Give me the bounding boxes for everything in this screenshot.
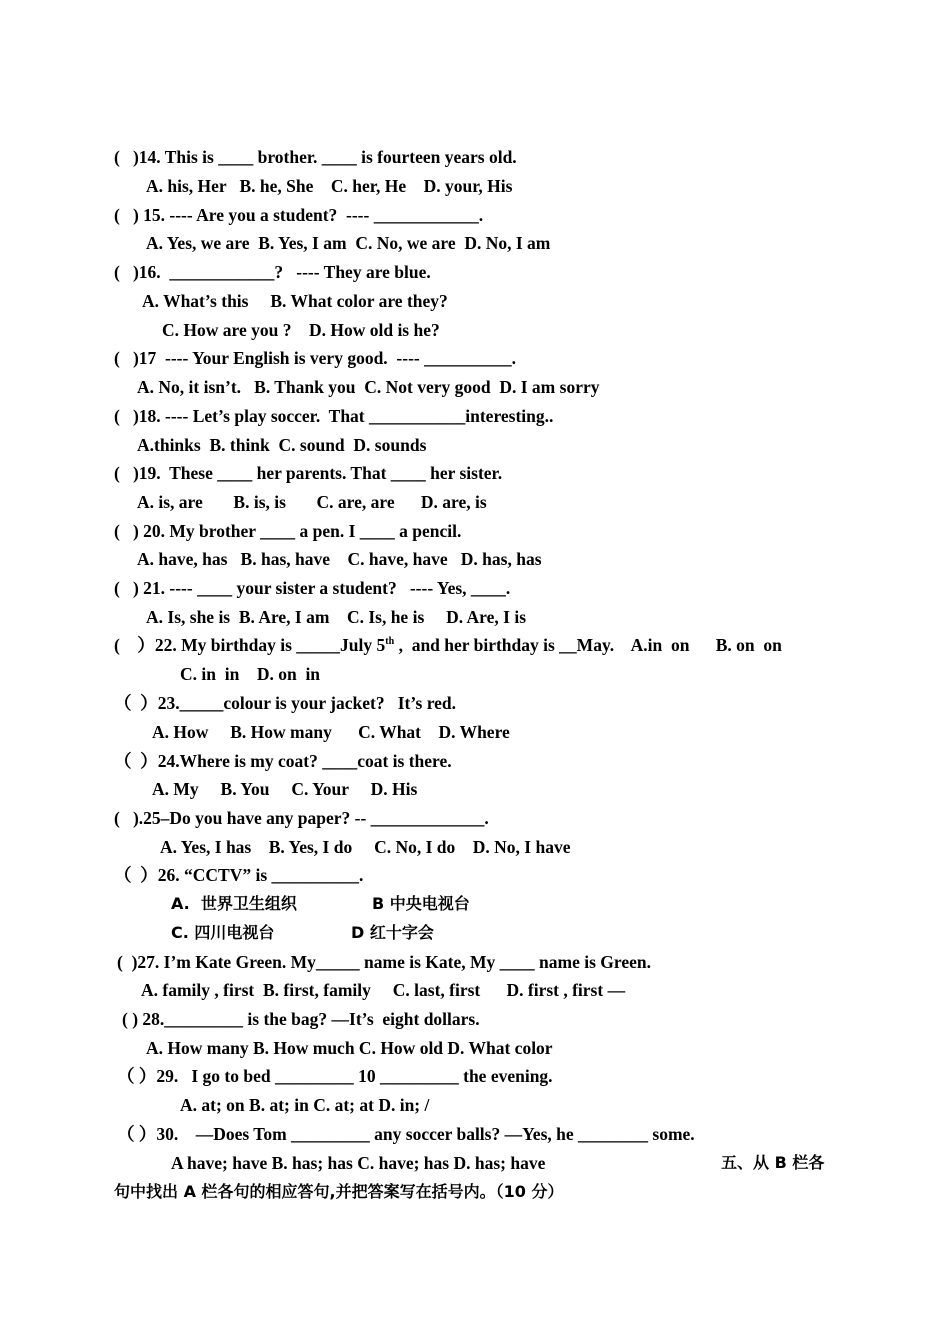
options-19: A. is, are B. is, is C. are, are D. are, is — [137, 492, 487, 512]
options-22: C. in in D. on in — [180, 664, 321, 684]
question-17: ( )17 ---- Your English is very good. ---- __________. — [114, 348, 516, 368]
options-15: A. Yes, we are B. Yes, I am C. No, we are D. No, I am — [146, 233, 551, 253]
options-21: A. Is, she is B. Are, I am C. Is, he is D. Are, I is — [146, 607, 527, 627]
question-22 — [114, 634, 782, 656]
option-26-a: A. 世界卫生组织 — [171, 894, 297, 913]
ordinal-suffix: th — [385, 636, 395, 648]
question-22-rest: , and her birthday is __May. A.in on B. on on — [394, 635, 782, 655]
question-22-text: ( ）22. My birthday is _____July 5 — [114, 635, 386, 655]
options-16-b: C. How are you ? D. How old is he? — [162, 320, 440, 340]
question-16: ( )16. ____________? ---- They are blue. — [114, 262, 431, 282]
question-18: ( )18. ---- Let’s play soccer. That ___________interesting.. — [114, 406, 554, 426]
option-26-c: C. 四川电视台 — [171, 923, 275, 942]
options-29: A. at; on B. at; in C. at; at D. in; / — [180, 1095, 430, 1115]
options-17: A. No, it isn’t. B. Thank you C. Not very good D. I am sorry — [137, 377, 600, 397]
question-25: ( ).25–Do you have any paper? -- _____________. — [114, 808, 489, 828]
options-25: A. Yes, I has B. Yes, I do C. No, I do D. No, I have — [160, 837, 571, 857]
options-23: A. How B. How many C. What D. Where — [152, 722, 510, 742]
question-26: （ ）26. “CCTV” is __________. — [114, 865, 364, 885]
options-16-a: A. What’s this B. What color are they? — [142, 291, 448, 311]
question-30: （ ）30. —Does Tom _________ any soccer balls? —Yes, he ________ some. — [117, 1124, 695, 1144]
question-29: （ ）29. I go to bed _________ 10 _________ the evening. — [117, 1066, 553, 1086]
question-21: ( ) 21. ---- ____ your sister a student? ---- Yes, ____. — [114, 578, 511, 598]
options-28: A. How many B. How much C. How old D. What color — [146, 1038, 553, 1058]
options-20: A. have, has B. has, have C. have, have D. has, has — [137, 549, 542, 569]
option-26-d: D 红十字会 — [351, 923, 434, 942]
question-23: （ ）23._____colour is your jacket? It’s red. — [114, 693, 457, 713]
question-28: ( ) 28._________ is the bag? —It’s eight dollars. — [122, 1009, 480, 1029]
options-18: A.thinks B. think C. sound D. sounds — [137, 435, 427, 455]
question-19: ( )19. These ____ her parents. That ____ her sister. — [114, 463, 503, 483]
options-30: A have; have B. has; has C. have; has D. has; have — [171, 1153, 546, 1173]
question-24: （ ）24.Where is my coat? ____coat is there. — [114, 751, 452, 771]
options-24: A. My B. You C. Your D. His — [152, 779, 418, 799]
options-14: A. his, Her B. he, She C. her, He D. your, His — [146, 176, 513, 196]
question-27: ( )27. I’m Kate Green. My_____ name is Kate, My ____ name is Green. — [117, 952, 651, 972]
question-14: ( )14. This is ____ brother. ____ is fourteen years old. — [114, 147, 517, 167]
options-27: A. family , first B. first, family C. last, first D. first , first — — [141, 980, 626, 1000]
question-20: ( ) 20. My brother ____ a pen. I ____ a pencil. — [114, 521, 462, 541]
section-5-instructions: 句中找出 A 栏各句的相应答句,并把答案写在括号内。（10 分） — [114, 1182, 564, 1201]
option-26-b: B 中央电视台 — [372, 894, 470, 913]
question-15: ( ) 15. ---- Are you a student? ---- ____________. — [114, 205, 484, 225]
section-5-heading: 五、从 B 栏各 — [721, 1153, 825, 1172]
